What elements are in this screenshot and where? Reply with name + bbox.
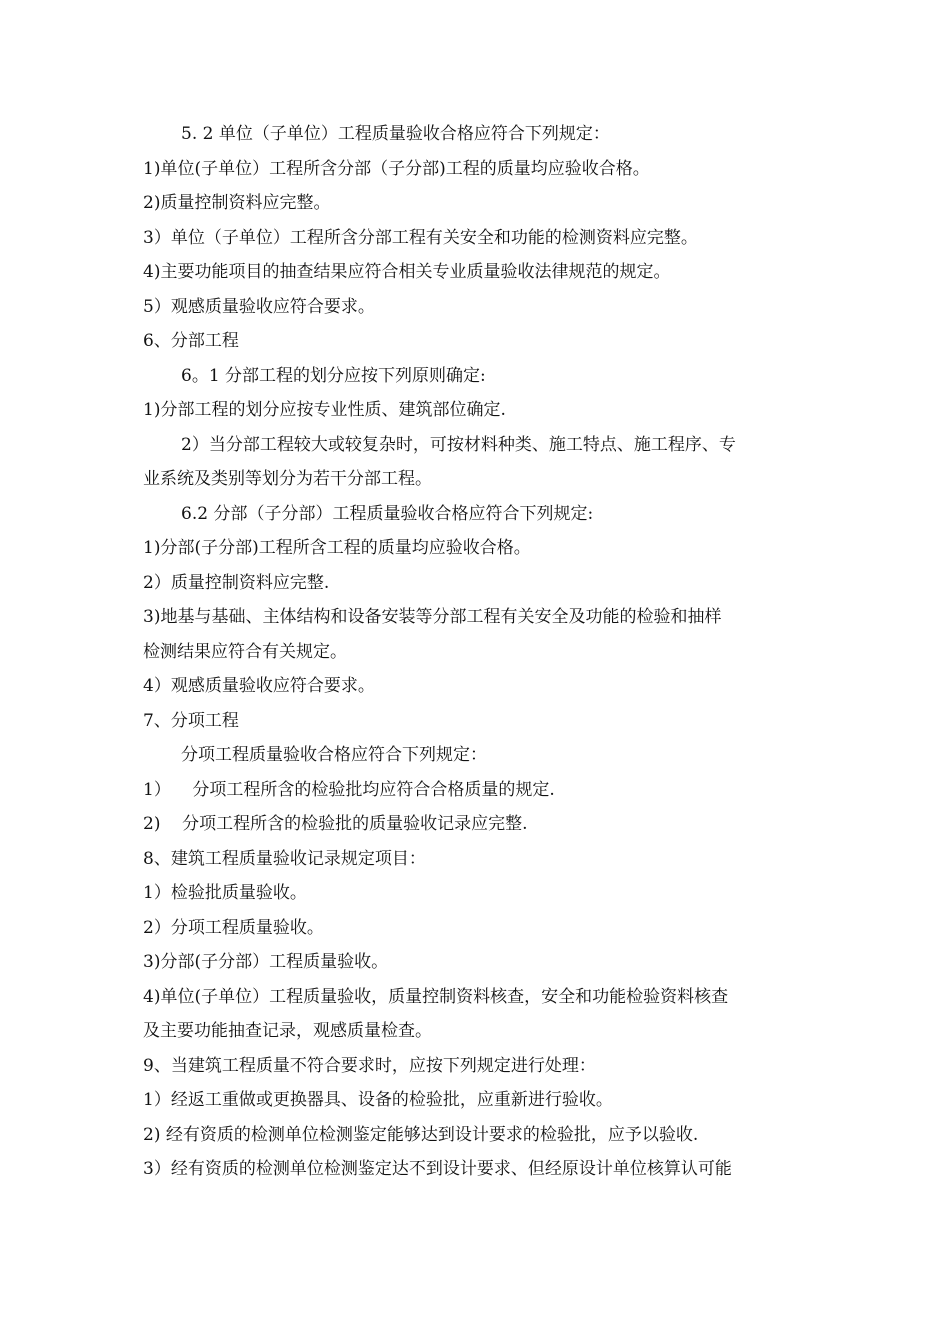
text-line: 3）经有资质的检测单位检测鉴定达不到设计要求、但经原设计单位核算认可能 (143, 1159, 732, 1179)
text-line: 4)主要功能项目的抽查结果应符合相关专业质量验收法律规范的规定。 (143, 262, 671, 282)
text-line: 1)分部(子分部)工程所含工程的质量均应验收合格。 (143, 538, 531, 558)
text-line: 4）观感质量验收应符合要求。 (143, 676, 375, 696)
text-line: 1)单位(子单位）工程所含分部（子分部)工程的质量均应验收合格。 (143, 158, 650, 179)
text-line: 6.2 分部（子分部）工程质量验收合格应符合下列规定: (181, 503, 594, 524)
section-heading: 9、当建筑工程质量不符合要求时，应按下列规定进行处理： (143, 1055, 596, 1076)
text-line: 1）经返工重做或更换器具、设备的检验批，应重新进行验收。 (143, 1090, 613, 1110)
text-line: 1）检验批质量验收。 (143, 883, 307, 903)
text-line: 2)质量控制资料应完整。 (143, 193, 331, 213)
text-line: 2）当分部工程较大或较复杂时，可按材料种类、施工特点、施工程序、专 (181, 434, 736, 455)
text-line: 2）分项工程质量验收。 (143, 917, 324, 938)
document-body (143, 117, 813, 1187)
text-line: 检测结果应符合有关规定。 (143, 641, 347, 662)
text-line: 5）观感质量验收应符合要求。 (143, 296, 375, 317)
text-line: 业系统及类别等划分为若干分部工程。 (143, 469, 432, 489)
text-line: 3)分部(子分部）工程质量验收。 (143, 952, 389, 972)
text-line: 6。1 分部工程的划分应按下列原则确定: (181, 365, 486, 386)
text-line: 2) 经有资质的检测单位检测鉴定能够达到设计要求的检验批，应予以验收. (143, 1124, 699, 1145)
section-heading: 6、分部工程 (143, 331, 239, 351)
text-line: 及主要功能抽查记录，观感质量检查。 (143, 1021, 432, 1041)
text-line: 5. 2 单位（子单位）工程质量验收合格应符合下列规定： (181, 124, 610, 144)
text-line: 3）单位（子单位）工程所含分部工程有关安全和功能的检测资料应完整。 (143, 227, 698, 248)
text-line: 1） 分项工程所含的检验批均应符合合格质量的规定. (143, 779, 555, 800)
text-line: 1)分部工程的划分应按专业性质、建筑部位确定. (143, 400, 506, 420)
section-heading: 8、建筑工程质量验收记录规定项目： (143, 848, 426, 869)
text-line: 4)单位(子单位）工程质量验收，质量控制资料核查，安全和功能检验资料核查 (143, 986, 729, 1007)
text-line: 3)地基与基础、主体结构和设备安装等分部工程有关安全及功能的检验和抽样 (143, 607, 722, 627)
text-line: 分项工程质量验收合格应符合下列规定： (181, 745, 487, 765)
section-heading: 7、分项工程 (143, 710, 239, 731)
text-line: 2）质量控制资料应完整. (143, 572, 330, 593)
text-line: 2) 分项工程所含的检验批的质量验收记录应完整. (143, 814, 528, 834)
